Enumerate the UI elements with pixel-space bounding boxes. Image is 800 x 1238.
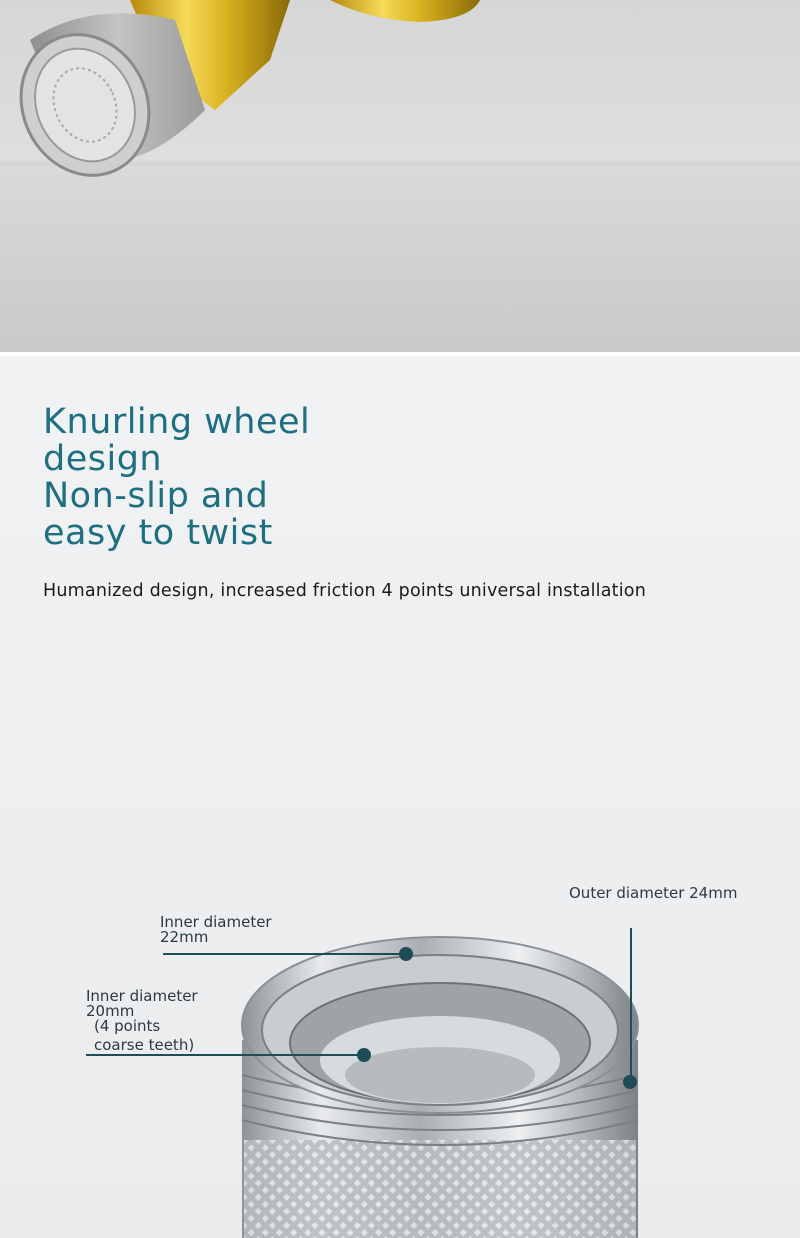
- callout-dot-inner-22: [399, 947, 413, 961]
- callout-text: Inner diameter: [86, 987, 198, 1005]
- callout-dot-outer: [623, 1075, 637, 1089]
- callout-text: 22mm: [160, 928, 209, 946]
- feature-headline: [43, 404, 403, 552]
- callout-text: 20mm: [86, 1002, 135, 1020]
- headline-line: Knurling wheel: [43, 402, 311, 442]
- callout-inner-20: [86, 989, 198, 1053]
- threaded-adapter-illustration: [230, 925, 650, 1238]
- callout-outer-diameter: Outer diameter 24mm: [569, 884, 738, 902]
- callout-text: (4 points: [94, 1017, 161, 1035]
- callout-inner-22: [160, 915, 272, 945]
- callout-text: coarse teeth): [94, 1036, 195, 1054]
- faucet-aerator-photo: [0, 0, 800, 352]
- callout-line-inner-20: [86, 1054, 364, 1056]
- headline-line: Non-slip and: [43, 476, 269, 516]
- headline-line: easy to twist: [43, 513, 273, 553]
- gold-elbow: [330, 0, 480, 22]
- callout-text: Inner diameter: [160, 913, 272, 931]
- inner-hole: [345, 1047, 535, 1103]
- callout-line-inner-22: [163, 953, 406, 955]
- knurled-band: [244, 1140, 636, 1238]
- faucet-illustration: [0, 0, 800, 352]
- callout-dot-inner-20: [357, 1048, 371, 1062]
- callout-line-outer: [630, 928, 632, 1078]
- feature-subheadline: Humanized design, increased friction 4 points universal installation: [43, 581, 646, 601]
- headline-line: design: [43, 439, 163, 479]
